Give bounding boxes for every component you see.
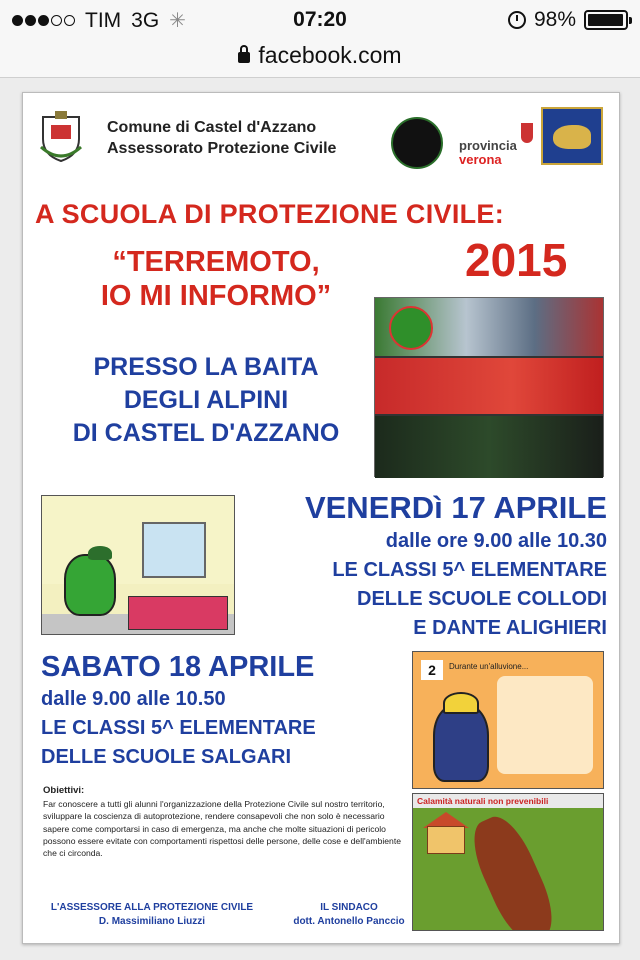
status-bar (0, 0, 640, 40)
event-saturday-date: SABATO 18 APRILE (41, 651, 315, 683)
illustration-heading: Durante un'alluvione... (449, 662, 529, 671)
photo-2 (375, 358, 603, 414)
comune-name: Comune di Castel d'Azzano (107, 119, 317, 136)
provincia-line1: provincia (459, 138, 517, 153)
poster-year: 2015 (465, 234, 568, 286)
event-poster-image[interactable] (22, 92, 620, 944)
event-saturday-line: dalle 9.00 alle 10.50 (41, 688, 226, 710)
poster-title: A SCUOLA DI PROTEZIONE CIVILE: (35, 199, 505, 229)
activity-photos (374, 297, 604, 477)
event-location (47, 351, 365, 450)
battery-percentage: 98% (533, 8, 576, 31)
objectives-text: Far conoscere a tutti gli alunni l'organizzazione della Protezione Civile sul nostro territorio, sviluppare la coscienza di autoprotezione, rendere consapevoli che non solo è necessario sapere come comportarsi in caso di emergenza, ma anche che molte situazioni di pericolo possono essere evitate con comportamenti rispettosi delle persone, delle cose e dell'ambiente che ci circonda. (43, 799, 402, 859)
location-line-2: DEGLI ALPINI (123, 386, 289, 414)
office-cartoon-illustration (41, 495, 235, 635)
alarm-icon (508, 11, 526, 29)
sindaco-signature (291, 901, 407, 929)
event-friday-line: DELLE SCUOLE COLLODI (357, 588, 607, 610)
location-line-3: DI CASTEL D'AZZANO (72, 419, 340, 447)
earthquake-illustration (412, 793, 604, 931)
url-text[interactable]: facebook.com (258, 42, 402, 68)
sindaco-name: dott. Antonello Panccio (293, 916, 405, 927)
poster-quote (71, 245, 361, 313)
sindaco-role: IL SINDACO (320, 902, 378, 913)
earthquake-illustration-heading: Calamità naturali non prevenibili (417, 796, 549, 806)
comune-crest-icon (37, 107, 85, 163)
event-friday-line: dalle ore 9.00 alle 10.30 (385, 530, 607, 552)
photo-1 (375, 298, 603, 356)
event-saturday-line: LE CLASSI 5^ ELEMENTARE (41, 717, 316, 739)
loading-spinner-icon: ✳ (169, 10, 186, 32)
event-saturday-line: DELLE SCUOLE SALGARI (41, 746, 292, 768)
flood-safety-illustration (412, 651, 604, 789)
event-saturday (41, 649, 401, 772)
alpini-logo-icon (391, 117, 443, 169)
event-friday-line: E DANTE ALIGHIERI (413, 617, 607, 639)
helmet-icon (443, 692, 479, 714)
event-friday-date: VENERDì 17 APRILE (304, 490, 607, 525)
objectives-heading: Obiettivi: (43, 785, 85, 796)
assessore-name: D. Massimiliano Liuzzi (98, 916, 206, 927)
carrier-label: TIM (85, 8, 122, 32)
comune-department: Assessorato Protezione Civile (107, 140, 337, 157)
ground-crack (463, 809, 563, 931)
event-friday (293, 489, 607, 643)
objectives-section (43, 785, 405, 859)
address-bar[interactable] (0, 40, 640, 78)
comune-header (107, 117, 336, 159)
provincia-crest-icon (521, 123, 533, 143)
provincia-line2: verona (459, 152, 502, 167)
illustration-number: 2 (421, 660, 443, 680)
event-friday-line: LE CLASSI 5^ ELEMENTARE (332, 559, 607, 581)
assessore-role: L'ASSESSORE ALLA PROTEZIONE CIVILE (50, 902, 254, 913)
photo-3 (375, 416, 603, 478)
quote-line-2: IO MI INFORMO” (100, 280, 332, 312)
house-icon (427, 826, 465, 854)
location-line-1: PRESSO LA BAITA (93, 353, 319, 381)
network-type: 3G (131, 8, 160, 32)
provincia-verona-logo (459, 139, 517, 167)
lock-icon (238, 52, 250, 63)
battery-icon (584, 10, 628, 30)
assessore-signature (43, 901, 261, 929)
clock: 07:20 (293, 8, 347, 31)
venice-lion-emblem-icon (541, 107, 603, 165)
quote-line-1: “TERREMOTO, (112, 246, 320, 278)
